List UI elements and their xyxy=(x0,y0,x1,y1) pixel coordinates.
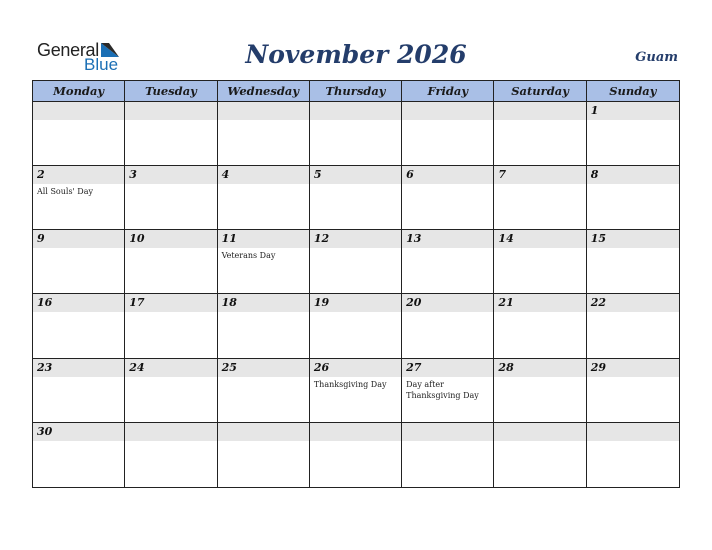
holiday-label: Veterans Day xyxy=(221,251,276,261)
weekday-header: Tuesday xyxy=(125,81,217,102)
day-cell xyxy=(587,102,679,166)
day-number xyxy=(33,102,124,120)
day-cell xyxy=(494,230,586,294)
holiday-label xyxy=(402,184,493,186)
day-number xyxy=(218,423,309,441)
day-cell xyxy=(494,102,586,166)
day-cell xyxy=(33,294,125,358)
day-cell xyxy=(494,294,586,358)
region-label: Guam xyxy=(635,50,678,65)
day-cell xyxy=(33,230,125,294)
holiday-label xyxy=(402,441,493,443)
holiday-label xyxy=(587,312,679,314)
day-cell xyxy=(310,294,402,358)
day-cell xyxy=(125,359,217,423)
day-number: 17 xyxy=(125,294,216,312)
holiday-label xyxy=(125,377,216,379)
day-cell xyxy=(125,230,217,294)
day-number: 21 xyxy=(494,294,585,312)
day-cell xyxy=(587,423,679,487)
day-number: 27 xyxy=(402,359,493,377)
day-number xyxy=(494,102,585,120)
calendar-grid xyxy=(32,80,680,488)
holiday-label xyxy=(218,120,309,122)
day-number: 14 xyxy=(494,230,585,248)
day-cell xyxy=(218,359,310,423)
day-cell xyxy=(587,359,679,423)
day-number: 12 xyxy=(310,230,401,248)
holiday-label xyxy=(494,120,585,122)
holiday-label xyxy=(218,441,309,443)
holiday-label: Thanksgiving Day xyxy=(313,379,387,389)
holiday-label xyxy=(494,377,585,379)
day-cell xyxy=(218,166,310,230)
day-number xyxy=(402,423,493,441)
day-cell xyxy=(587,230,679,294)
holiday-label xyxy=(33,377,124,379)
day-cell xyxy=(218,230,310,294)
holiday-label xyxy=(218,184,309,186)
day-cell xyxy=(218,102,310,166)
holiday-label: Day after Thanksgiving Day xyxy=(406,379,479,400)
weekday-header: Sunday xyxy=(587,81,679,102)
day-cell xyxy=(402,359,494,423)
holiday-label xyxy=(494,312,585,314)
holiday-label: All Souls' Day xyxy=(37,187,93,197)
holiday-label xyxy=(310,184,401,186)
day-cell xyxy=(494,423,586,487)
day-cell xyxy=(125,166,217,230)
weekday-header: Monday xyxy=(33,81,125,102)
holiday-label xyxy=(402,312,493,314)
day-cell xyxy=(402,166,494,230)
weekday-header: Saturday xyxy=(494,81,586,102)
day-number: 24 xyxy=(125,359,216,377)
day-cell xyxy=(310,230,402,294)
day-number xyxy=(125,423,216,441)
day-number: 26 xyxy=(310,359,401,377)
day-number: 29 xyxy=(587,359,679,377)
day-number: 16 xyxy=(33,294,124,312)
day-cell xyxy=(494,359,586,423)
day-number: 10 xyxy=(125,230,216,248)
day-number xyxy=(125,102,216,120)
day-number: 30 xyxy=(33,423,124,441)
day-number: 4 xyxy=(218,166,309,184)
calendar-title: November 2026 xyxy=(245,40,467,69)
holiday-label xyxy=(494,441,585,443)
day-number: 28 xyxy=(494,359,585,377)
day-cell xyxy=(125,102,217,166)
day-number: 22 xyxy=(587,294,679,312)
day-number: 5 xyxy=(310,166,401,184)
day-number xyxy=(494,423,585,441)
holiday-label xyxy=(125,184,216,186)
day-number: 7 xyxy=(494,166,585,184)
holiday-label xyxy=(310,312,401,314)
holiday-label xyxy=(33,248,124,250)
day-number xyxy=(402,102,493,120)
day-cell xyxy=(402,294,494,358)
holiday-label xyxy=(310,120,401,122)
holiday-label xyxy=(125,312,216,314)
day-cell xyxy=(125,294,217,358)
holiday-label xyxy=(33,441,124,443)
holiday-label xyxy=(494,184,585,186)
day-number xyxy=(310,102,401,120)
day-number: 15 xyxy=(587,230,679,248)
day-number: 1 xyxy=(587,102,679,120)
day-cell xyxy=(218,423,310,487)
day-number: 25 xyxy=(218,359,309,377)
holiday-label xyxy=(33,312,124,314)
day-number: 9 xyxy=(33,230,124,248)
day-cell xyxy=(310,423,402,487)
day-cell xyxy=(33,423,125,487)
day-number: 23 xyxy=(33,359,124,377)
day-cell xyxy=(494,166,586,230)
holiday-label xyxy=(33,120,124,122)
day-cell xyxy=(402,102,494,166)
day-number: 2 xyxy=(33,166,124,184)
holiday-label xyxy=(310,441,401,443)
day-cell xyxy=(125,423,217,487)
day-cell xyxy=(33,166,125,230)
logo-word-general: General xyxy=(37,40,99,60)
holiday-label xyxy=(587,441,679,443)
day-number: 6 xyxy=(402,166,493,184)
holiday-label xyxy=(218,377,309,379)
holiday-label xyxy=(494,248,585,250)
holiday-label xyxy=(125,120,216,122)
holiday-label xyxy=(402,120,493,122)
day-number xyxy=(218,102,309,120)
day-cell xyxy=(310,166,402,230)
day-number: 13 xyxy=(402,230,493,248)
day-cell xyxy=(33,102,125,166)
day-cell xyxy=(587,294,679,358)
day-cell xyxy=(310,102,402,166)
weekday-header: Thursday xyxy=(310,81,402,102)
weekday-header: Wednesday xyxy=(218,81,310,102)
day-number: 11 xyxy=(218,230,309,248)
logo-word-blue: Blue xyxy=(84,55,119,74)
day-number: 18 xyxy=(218,294,309,312)
day-number xyxy=(587,423,679,441)
holiday-label xyxy=(310,248,401,250)
day-cell xyxy=(402,230,494,294)
holiday-label xyxy=(402,248,493,250)
day-number: 8 xyxy=(587,166,679,184)
holiday-label xyxy=(587,120,679,122)
weekday-header: Friday xyxy=(402,81,494,102)
day-number: 19 xyxy=(310,294,401,312)
holiday-label xyxy=(218,312,309,314)
day-cell xyxy=(310,359,402,423)
holiday-label xyxy=(125,441,216,443)
day-cell xyxy=(402,423,494,487)
day-number: 20 xyxy=(402,294,493,312)
holiday-label xyxy=(587,377,679,379)
holiday-label xyxy=(125,248,216,250)
day-cell xyxy=(218,294,310,358)
day-cell xyxy=(587,166,679,230)
day-number xyxy=(310,423,401,441)
day-cell xyxy=(33,359,125,423)
holiday-label xyxy=(587,184,679,186)
holiday-label xyxy=(587,248,679,250)
day-number: 3 xyxy=(125,166,216,184)
